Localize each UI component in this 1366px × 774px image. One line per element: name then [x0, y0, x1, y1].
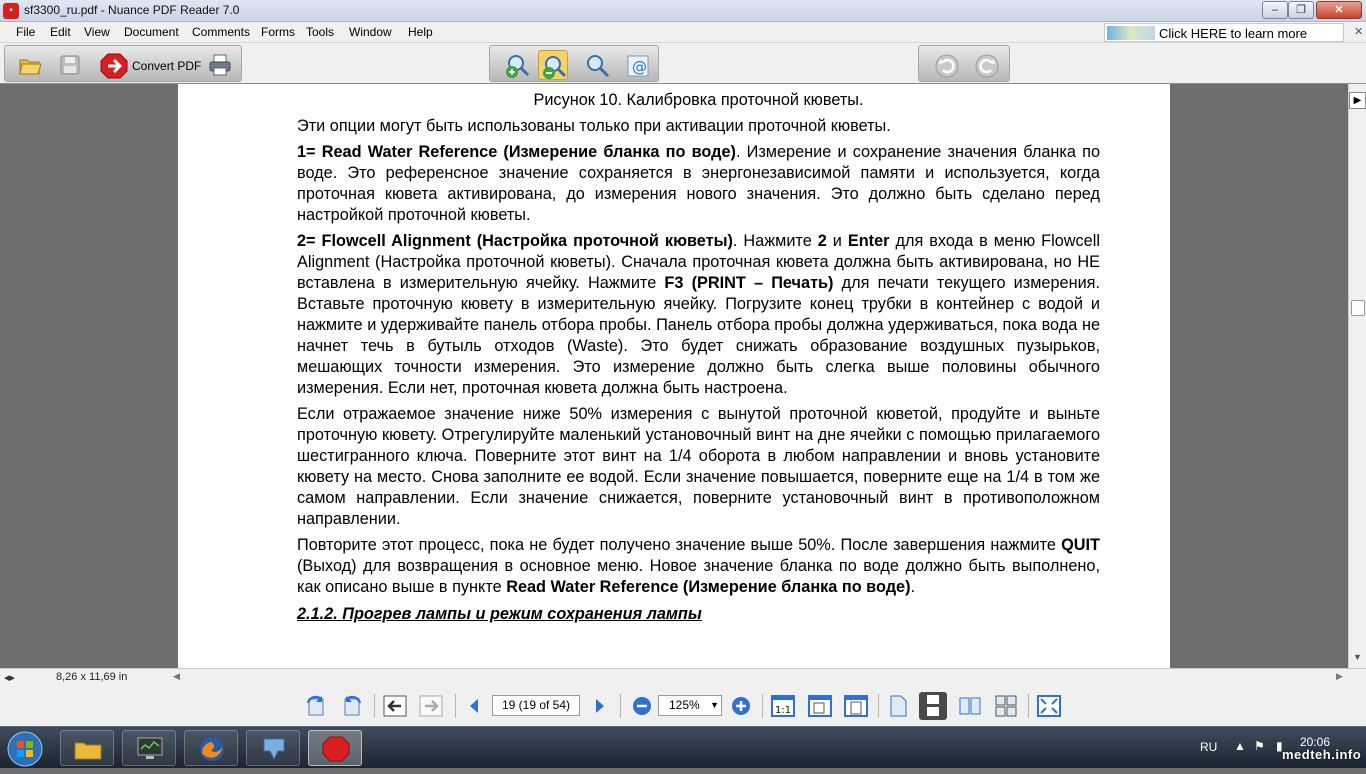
- zoom-increase-button[interactable]: [727, 692, 755, 720]
- paragraph-flowcell-alignment: 2= Flowcell Alignment (Настройка проточной кюветы). Нажмите 2 и Enter для входа в меню Flowcell Alignment (Настройка проточной кюветы). Сначала проточная кювета должна быть активирована, но НЕ вставлена в измерительную ячейку. Нажмите F3 (PRINT – Печать) для печати текущего измерения. Вставьте проточную кювету в измерительную ячейку. Погрузите конец трубки в контейнер с водой и нажмите и удерживайте панель отбора пробы. Панель отбора пробы должна удерживаться, пока вода не начнет течь в бутыль отходов (Waste). Это будет снижать образование воздушных пузырьков, мешающих точности измерения. Это измерение должно быть слегка выше половины обычного измерения. Если нет, проточная кювета должна быть настроена.: [297, 232, 1101, 397]
- single-page-button[interactable]: [884, 692, 912, 720]
- forward-arrow-icon: [419, 694, 443, 718]
- next-page-button[interactable]: [586, 692, 614, 720]
- rotate-counterclockwise-button[interactable]: [338, 692, 366, 720]
- back-button[interactable]: [381, 692, 409, 720]
- zoom-decrease-button[interactable]: [628, 692, 656, 720]
- fit-width-icon: [844, 694, 868, 718]
- svg-text:1:1: 1:1: [775, 705, 792, 716]
- figure-caption: Рисунок 10. Калибровка проточной кюветы.: [533, 91, 864, 109]
- rotate-counterclockwise-icon: [340, 694, 364, 718]
- full-screen-icon: [1037, 694, 1061, 718]
- menu-document[interactable]: Document: [124, 25, 179, 39]
- page-size-readout: 8,26 x 11,69 in: [56, 671, 128, 683]
- convert-pdf-label: Convert PDF: [132, 59, 202, 73]
- section-subheading: 2.1.2. Прогрев лампы и режим сохранения лампы: [297, 605, 702, 623]
- separator: [762, 694, 763, 718]
- redo-button[interactable]: [971, 50, 1001, 80]
- status-bar: [0, 668, 1366, 686]
- redo-icon: [974, 53, 1000, 79]
- separator: [620, 694, 621, 718]
- rotate-clockwise-icon: [304, 694, 328, 718]
- menu-view[interactable]: View: [84, 25, 110, 39]
- banner-graphic: [1107, 26, 1155, 40]
- save-button[interactable]: [55, 50, 85, 80]
- taskbar-downloader[interactable]: [246, 730, 300, 766]
- maximize-button[interactable]: ❐: [1288, 1, 1314, 19]
- triangle-left-icon: [462, 694, 486, 718]
- close-button[interactable]: ✕: [1316, 1, 1362, 19]
- save-icon: [58, 53, 82, 77]
- minus-circle-icon: [630, 694, 654, 718]
- taskbar-firefox[interactable]: [184, 730, 238, 766]
- download-icon: [259, 735, 289, 763]
- convert-pdf-icon: [100, 53, 128, 79]
- back-arrow-icon: [383, 694, 407, 718]
- pdf-page: [178, 84, 1170, 668]
- title-bar: [0, 0, 1366, 22]
- email-button[interactable]: [622, 50, 652, 80]
- taskbar-explorer[interactable]: [60, 730, 114, 766]
- start-button[interactable]: [2, 729, 54, 769]
- split-handle-icon[interactable]: ◂▸: [4, 672, 16, 684]
- language-indicator[interactable]: RU: [1200, 740, 1218, 754]
- actual-size-icon: [771, 694, 795, 718]
- separator: [1028, 694, 1029, 718]
- scroll-right-arrow-icon[interactable]: ▶: [1336, 671, 1343, 681]
- zoom-in-button[interactable]: [502, 50, 532, 80]
- menu-help[interactable]: Help: [408, 25, 433, 39]
- forward-button[interactable]: [417, 692, 445, 720]
- fit-page-icon: [808, 694, 832, 718]
- open-button[interactable]: [15, 50, 45, 80]
- network-icon[interactable]: ▮: [1276, 739, 1283, 753]
- separator: [878, 694, 879, 718]
- fit-page-button[interactable]: [806, 692, 834, 720]
- windows-logo-icon: [2, 729, 48, 769]
- menu-edit[interactable]: Edit: [50, 25, 71, 39]
- menu-tools[interactable]: Tools: [306, 25, 335, 39]
- pdf-reader-icon: [321, 735, 351, 763]
- page-number-input[interactable]: 19 (19 of 54): [492, 695, 580, 716]
- option-1-title: 1= Read Water Reference (Измерение бланка по воде): [297, 143, 736, 161]
- facing-pages-icon: [958, 694, 982, 718]
- single-page-icon: [886, 694, 910, 718]
- previous-page-button[interactable]: [460, 692, 488, 720]
- app-icon: ▪: [3, 3, 19, 19]
- loupe-button[interactable]: [582, 50, 612, 80]
- undo-button[interactable]: [931, 50, 961, 80]
- print-button[interactable]: [205, 50, 235, 80]
- svg-text:@: @: [632, 58, 647, 76]
- firefox-icon: [197, 735, 227, 763]
- chevron-down-icon: ▼: [710, 700, 719, 710]
- clock[interactable]: 20:06: [1300, 735, 1331, 749]
- menu-window[interactable]: Window: [349, 25, 392, 39]
- taskbar-monitor-app[interactable]: [122, 730, 176, 766]
- menu-forms[interactable]: Forms: [261, 25, 295, 39]
- taskbar-pdf-reader[interactable]: [308, 730, 362, 766]
- window-title: sf3300_ru.pdf - Nuance PDF Reader 7.0: [24, 3, 240, 17]
- zoom-level-value: 125%: [669, 698, 700, 712]
- page-text: [297, 90, 1100, 630]
- convert-pdf-button[interactable]: [100, 52, 202, 80]
- paragraph-read-water-reference: 1= Read Water Reference (Измерение бланка по воде). Измерение и сохранение значения бланка по воде. Это референсное значение сохраняется в энергонезависимой памяти и используется, когда проточная кювета активирована, до измерения нового значения. Это должно быть сделано перед настройкой проточной кюветы.: [297, 143, 1100, 224]
- file-toolbar-group: [4, 45, 242, 82]
- promo-banner[interactable]: [1104, 23, 1344, 42]
- option-2-title: 2= Flowcell Alignment (Настройка проточной кюветы): [297, 232, 733, 250]
- undo-icon: [934, 53, 960, 79]
- zoom-toolbar-group: [489, 45, 659, 82]
- scroll-left-arrow-icon[interactable]: ◀: [173, 671, 180, 681]
- separator: [455, 694, 456, 718]
- minimize-button[interactable]: –: [1262, 1, 1288, 19]
- rotate-clockwise-button[interactable]: [302, 692, 330, 720]
- intro-paragraph: Эти опции могут быть использованы только при активации проточной кюветы.: [297, 117, 891, 135]
- monitor-icon: [135, 735, 165, 763]
- banner-text: Click HERE to learn more: [1159, 26, 1308, 41]
- full-screen-button[interactable]: [1035, 692, 1063, 720]
- actual-size-button[interactable]: [769, 692, 797, 720]
- magnifier-icon: [585, 53, 611, 79]
- menu-comments[interactable]: Comments: [192, 25, 251, 39]
- watermark: medteh.info: [1282, 747, 1362, 762]
- document-viewport[interactable]: [0, 84, 1348, 668]
- continuous-facing-button[interactable]: [992, 692, 1020, 720]
- flag-icon[interactable]: ⚑: [1254, 739, 1265, 753]
- navigation-bar: [0, 686, 1366, 726]
- paragraph-repeat: Повторите этот процесс, пока не будет получено значение выше 50%. После завершения нажмите QUIT (Выход) для возвращения в основное меню. Новое значение бланка по воде должно быть выполнено, как описано выше в пункте Read Water Reference (Измерение бланка по воде).: [297, 536, 1100, 596]
- tray-chevron-icon[interactable]: ▲: [1234, 739, 1246, 753]
- toolbar: [0, 43, 1366, 84]
- history-toolbar-group: [918, 45, 1010, 82]
- triangle-right-icon: [588, 694, 612, 718]
- banner-close-icon[interactable]: ✕: [1354, 26, 1364, 38]
- continuous-page-icon: [921, 694, 945, 718]
- printer-icon: [208, 53, 232, 77]
- plus-circle-icon: [729, 694, 753, 718]
- vertical-scrollbar[interactable]: [1348, 84, 1366, 668]
- paragraph-adjustment: Если отражаемое значение ниже 50% измерения с вынутой проточной кюветой, продуйте и выньте проточную кювету. Отрегулируйте маленький установочный винт на дне ячейки с помощью прилагаемого шестигранного ключа. Поверните этот винт на 1/4 оборота в любом направлении и вновь установите кювету на место. Снова заполните ее водой. Если значение повышается, поверните еще на 1/4 в том же самом направлении. Если значение снижается, поверните установочный винт в противоположном направлении.: [297, 405, 1100, 528]
- scroll-down-arrow-icon[interactable]: ▼: [1353, 652, 1362, 662]
- taskbar: [0, 726, 1366, 768]
- continuous-page-button[interactable]: [919, 692, 947, 720]
- email-icon: [625, 53, 651, 79]
- zoom-out-button[interactable]: [538, 50, 568, 80]
- scroll-thumb[interactable]: [1351, 300, 1365, 316]
- folder-icon: [73, 735, 103, 763]
- scroll-up-arrow-icon[interactable]: ▶: [1349, 92, 1366, 109]
- zoom-out-icon: [542, 54, 568, 80]
- fit-width-button[interactable]: [842, 692, 870, 720]
- menu-file[interactable]: File: [16, 25, 36, 39]
- separator: [374, 694, 375, 718]
- zoom-in-icon: [505, 53, 531, 79]
- facing-pages-button[interactable]: [956, 692, 984, 720]
- folder-open-icon: [18, 53, 42, 77]
- zoom-level-select[interactable]: [658, 695, 722, 716]
- grid-pages-icon: [994, 694, 1018, 718]
